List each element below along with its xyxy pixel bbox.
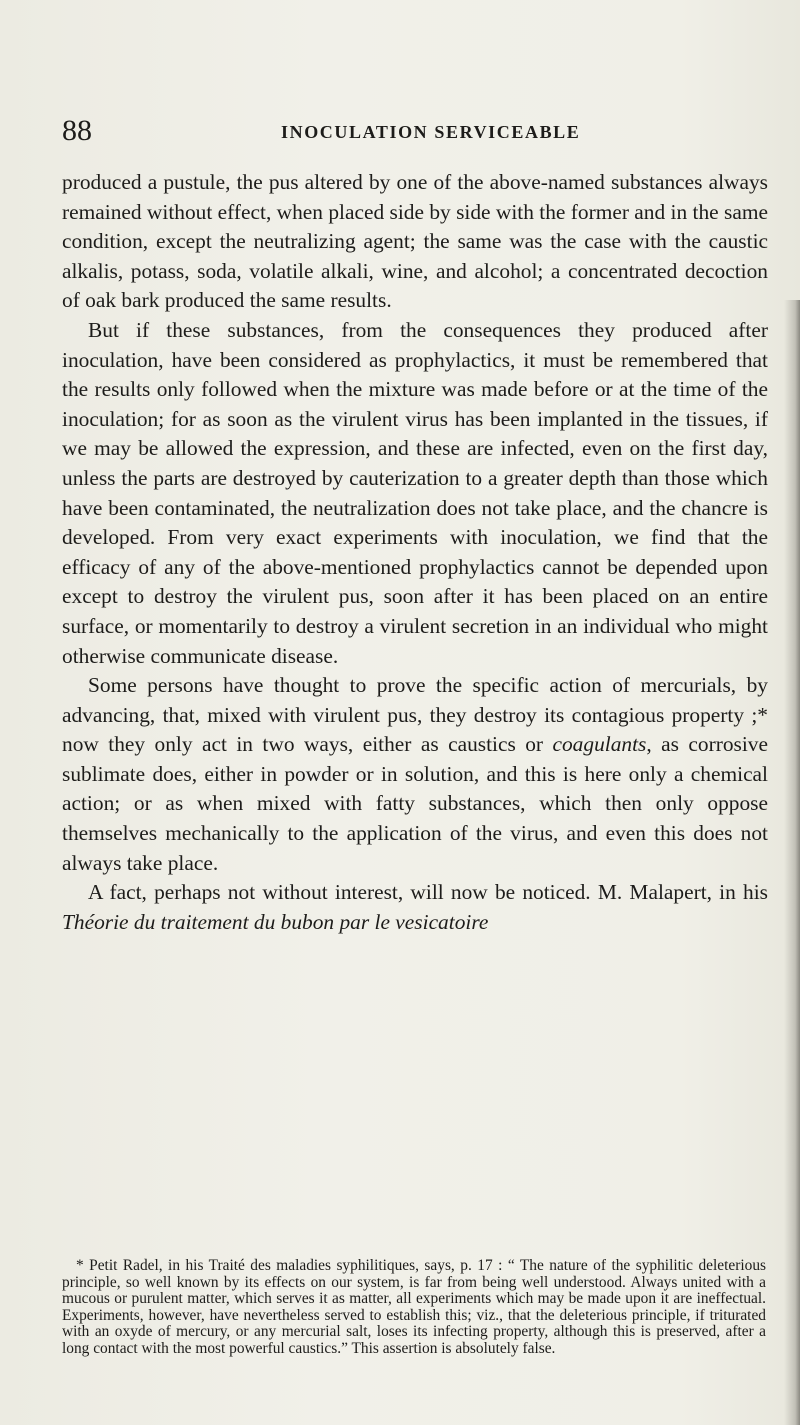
footnote: [62, 1258, 766, 1358]
footnote-text: * Petit Radel, in his Traité des maladies syphilitiques, says, p. 17 : “ The nature of the syphilitic deleterious principle, so well known by its effects on our system, is far from being well understood. Always united with a mucous or purulent matter, which serves it as matter, all experiments which may be made upon it are ineffectual. Experiments, however, have nevertheless served to establish this; viz., that the deleterious principle, if triturated with an oxyde of mercury, or any mercurial salt, loses its infecting property, although this is preserved, after a long contact with the most powerful caustics.” This assertion is absolutely false.: [62, 1257, 766, 1357]
running-head: INOCULATION SERVICEABLE: [281, 122, 581, 142]
paragraph-3-text-a: Some persons have thought to prove the specific action of mercurials, by advancing, that, mixed with virulent pus, they destroy its contagious property ;* now they only act in two ways, either as caustics or: [62, 673, 768, 757]
paragraph-3: [62, 671, 768, 878]
paragraph-4: [62, 878, 768, 937]
page-edge-shadow: [784, 300, 800, 1425]
page-number: 88: [62, 114, 92, 147]
paragraph-3-text-b: , as corrosive sublimate does, either in powder or in solution, and this is here only a chemical action; or as when mixed with fatty substances, which then only oppose themselves mechanically to the application of the virus, and even this does not always take place.: [62, 732, 768, 875]
paragraph-1: produced a pustule, the pus altered by one of the above-named substances always remained without effect, when placed side by side with the former and in the same condition, except the neutralizing agent; the same was the case with the caustic alkalis, potass, soda, volatile alkali, wine, and alcohol; a concentrated decoction of oak bark produced the same results.: [62, 170, 768, 313]
paragraph-2: But if these substances, from the consequences they produced after inoculation, have been considered as prophylactics, it must be remembered that the results only followed when the mixture was made before or at the time of the inoculation; for as soon as the virulent virus has been implanted in the tissues, if we may be allowed the expression, and these are infected, even on the first day, unless the parts are destroyed by cauterization to a greater depth than those which have been contaminated, the neutralization does not take place, and the chancre is developed. From very exact experiments with inoculation, we find that the efficacy of any of the above-mentioned prophylactics cannot be depended upon except to destroy the virulent pus, soon after it has been placed on an entire surface, or momentarily to destroy a virulent secretion in an individual who might otherwise communicate disease.: [62, 317, 768, 668]
body-text: [62, 168, 768, 937]
paragraph-4-text-a: A fact, perhaps not without interest, will now be noticed. M. Malapert, in his: [88, 880, 768, 905]
paragraph-4-emphasis: Théorie du traitement du bubon par le vesicatoire: [62, 909, 489, 934]
page-header: [62, 114, 762, 154]
paragraph-3-emphasis: coagulants: [552, 732, 647, 757]
